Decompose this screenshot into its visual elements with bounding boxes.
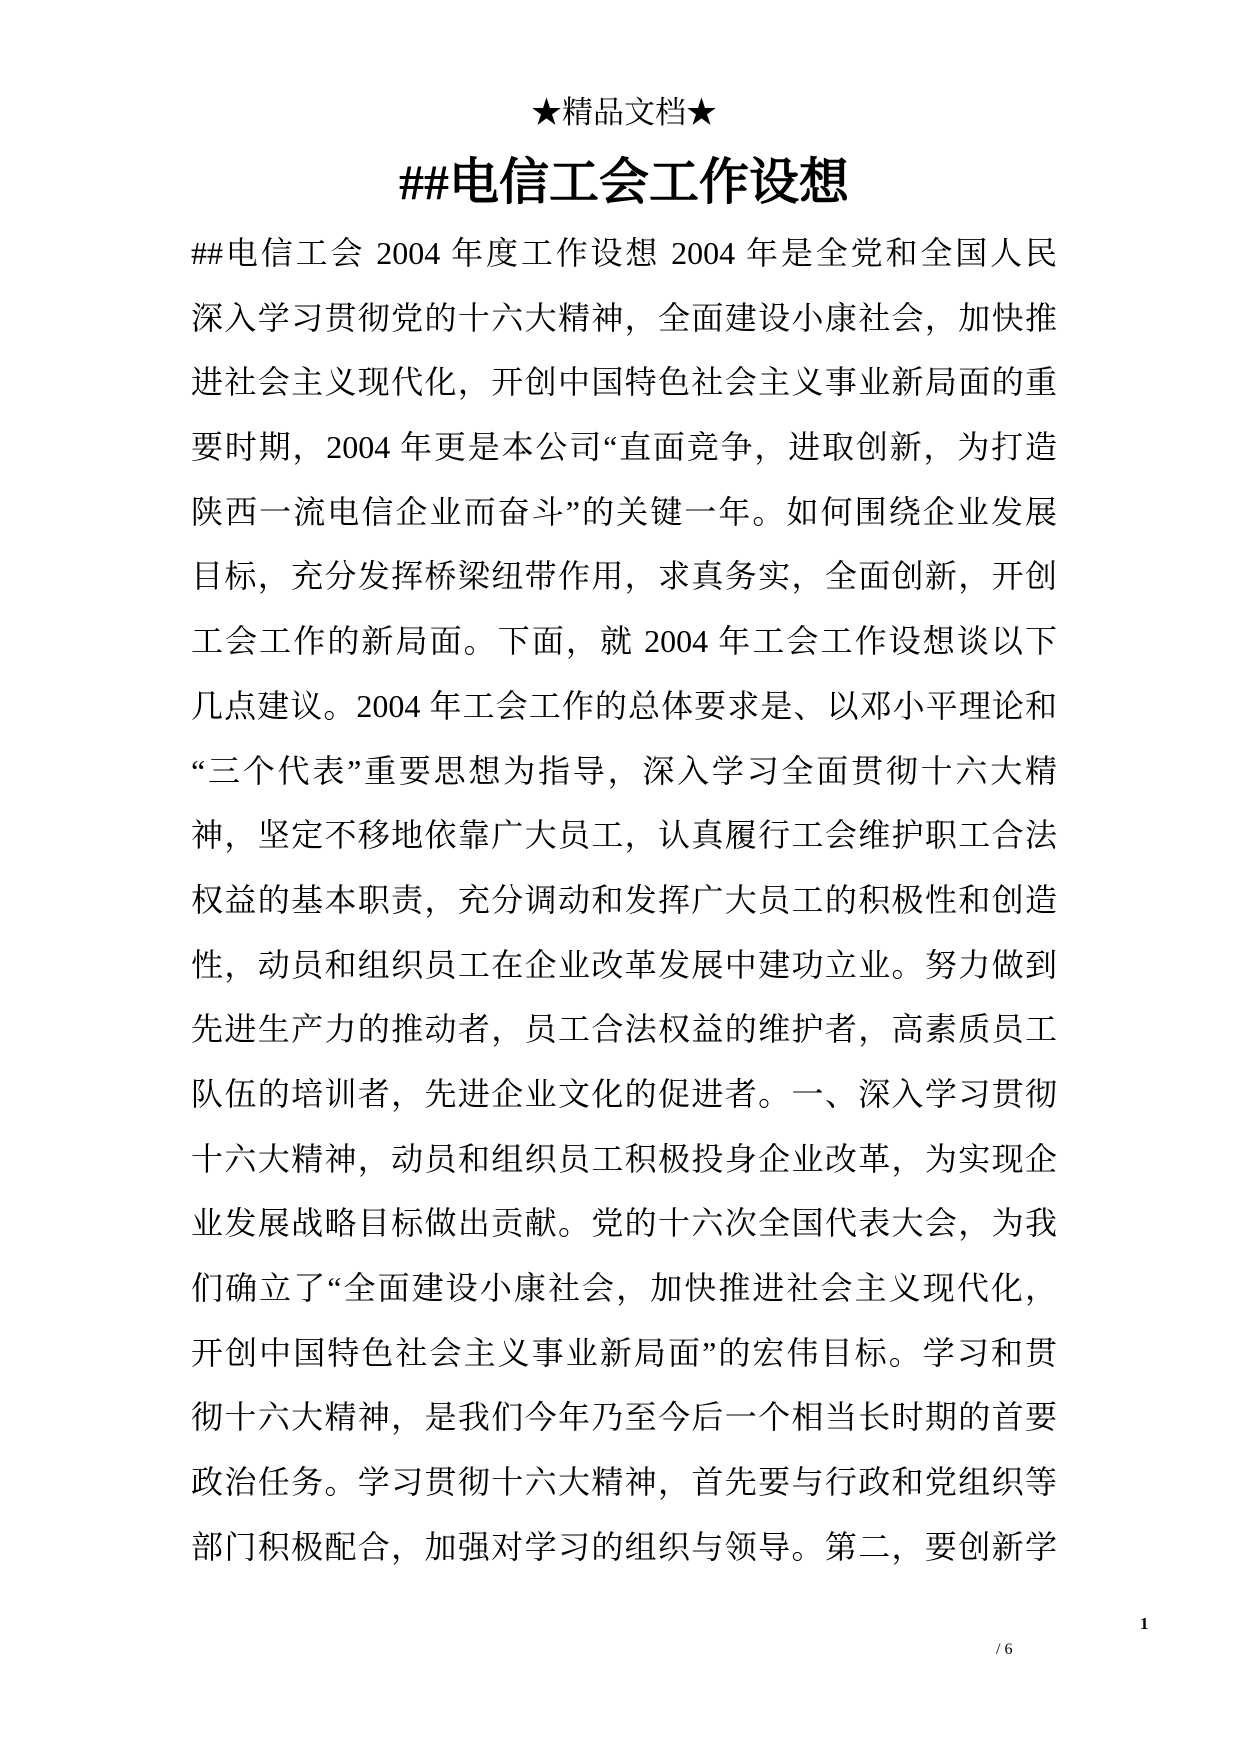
- body-line: 要时期，2004 年更是本公司“直面竞争，进取创新，为打造: [191, 429, 1057, 466]
- body-line: 几点建议。2004 年工会工作的总体要求是、以邓小平理论和: [191, 687, 1057, 724]
- body-line: 业发展战略目标做出贡献。党的十六次全国代表大会，为我: [191, 1205, 1057, 1242]
- body-line: 权益的基本职责，充分调动和发挥广大员工的积极性和创造: [191, 881, 1057, 918]
- body-line: 彻十六大精神，是我们今年乃至今后一个相当长时期的首要: [191, 1399, 1057, 1436]
- body-line: 性，动员和组织员工在企业改革发展中建功立业。努力做到: [191, 946, 1057, 983]
- page-total: / 6: [996, 1641, 1013, 1658]
- body-line: 目标，充分发挥桥梁纽带作用，求真务实，全面创新，开创: [191, 558, 1057, 595]
- document-body: [191, 221, 1057, 1579]
- header-badge: ★精品文档★: [531, 95, 717, 130]
- body-line: 深入学习贯彻党的十六大精神，全面建设小康社会，加快推: [191, 299, 1057, 336]
- body-line: 陕西一流电信企业而奋斗”的关键一年。如何围绕企业发展: [191, 493, 1057, 530]
- page-number: 1: [1140, 1614, 1149, 1633]
- body-line: 们确立了“全面建设小康社会，加快推进社会主义现代化，: [191, 1270, 1057, 1306]
- body-line: 政治任务。学习贯彻十六大精神，首先要与行政和党组织等: [191, 1464, 1057, 1501]
- body-line: 部门积极配合，加强对学习的组织与领导。第二，要创新学: [191, 1528, 1057, 1565]
- body-line: 神，坚定不移地依靠广大员工，认真履行工会维护职工合法: [191, 817, 1057, 854]
- document-title: ##电信工会工作设想: [399, 154, 849, 210]
- body-line: 先进生产力的推动者，员工合法权益的维护者，高素质员工: [191, 1011, 1057, 1048]
- body-line: 工会工作的新局面。下面，就 2004 年工会工作设想谈以下: [191, 623, 1057, 660]
- body-line: 进社会主义现代化，开创中国特色社会主义事业新局面的重: [191, 364, 1057, 401]
- body-line: 队伍的培训者，先进企业文化的促进者。一、深入学习贯彻: [191, 1075, 1057, 1112]
- body-line: 开创中国特色社会主义事业新局面”的宏伟目标。学习和贯: [191, 1334, 1057, 1371]
- body-line: ##电信工会 2004 年度工作设想 2004 年是全党和全国人民: [191, 235, 1057, 271]
- body-line: “三个代表”重要思想为指导，深入学习全面贯彻十六大精: [191, 752, 1057, 789]
- body-line: 十六大精神，动员和组织员工积极投身企业改革，为实现企: [191, 1140, 1057, 1177]
